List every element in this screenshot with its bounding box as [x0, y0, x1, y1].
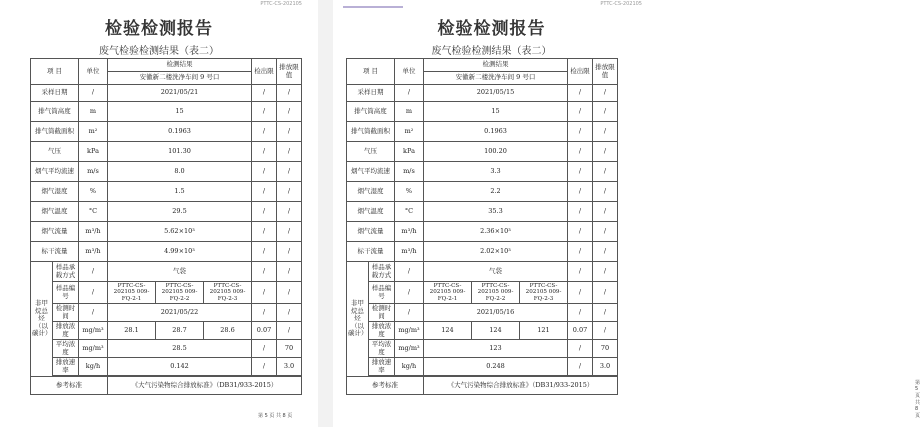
table-row: [347, 262, 618, 282]
row-unit: /: [395, 282, 424, 304]
row-unit: /: [395, 85, 424, 102]
row-standard: /: [593, 202, 618, 222]
row-limit: /: [568, 162, 593, 182]
table-row: [347, 282, 618, 304]
table-row: [347, 242, 618, 262]
sample-no: PTTC-CS-202105 009-FQ-2-2: [156, 282, 204, 304]
row-unit: m/s: [395, 162, 424, 182]
table-row: [347, 162, 618, 182]
row-unit: m/s: [79, 162, 108, 182]
row-unit: kg/h: [395, 358, 424, 376]
table-row: [31, 377, 302, 395]
row-unit: /: [395, 304, 424, 322]
group-label: 非甲烷总烃（以碳计）: [31, 262, 53, 377]
sub-label: 平均浓度: [369, 340, 395, 358]
row-value: 3.3: [424, 162, 568, 182]
table-row: [347, 222, 618, 242]
row-standard: /: [277, 262, 302, 282]
ref-label: 参考标准: [347, 377, 424, 395]
table-row: [31, 262, 302, 282]
sub-label: 样品承载方式: [369, 262, 395, 282]
row-standard: /: [593, 242, 618, 262]
sample-no: PTTC-CS-202105 009-FQ-2-1: [424, 282, 472, 304]
sample-no: PTTC-CS-202105 009-FQ-2-2: [472, 282, 520, 304]
row-standard: /: [277, 222, 302, 242]
table-row: [31, 85, 302, 102]
row-label: 烟气湿度: [347, 182, 395, 202]
group-label: 非甲烷总烃（以碳计）: [347, 262, 369, 377]
row-unit: %: [395, 182, 424, 202]
row-unit: m³/h: [395, 222, 424, 242]
row-standard: /: [277, 122, 302, 142]
table-row: [31, 202, 302, 222]
conc-value: 28.1: [108, 322, 156, 340]
sub-label: 样品编号: [369, 282, 395, 304]
row-limit: /: [568, 304, 593, 322]
row-value: 29.5: [108, 202, 252, 222]
row-limit: /: [252, 102, 277, 122]
test-time: 2021/05/22: [108, 304, 252, 322]
col-limit-header: 检出限: [252, 59, 277, 85]
report-code: PTTC-CS-202105: [260, 1, 302, 7]
results-table: [30, 58, 302, 395]
row-value: 101.30: [108, 142, 252, 162]
row-label: 气压: [347, 142, 395, 162]
row-limit: /: [252, 262, 277, 282]
row-label: 标干流量: [347, 242, 395, 262]
row-value: 2.02×10³: [424, 242, 568, 262]
test-time: 2021/05/16: [424, 304, 568, 322]
col-unit-header: 单位: [395, 59, 424, 85]
row-limit: /: [568, 85, 593, 102]
col-unit-header: 单位: [79, 59, 108, 85]
row-label: 烟气流量: [347, 222, 395, 242]
sub-label: 排放速率: [369, 358, 395, 376]
sub-label: 样品编号: [53, 282, 79, 304]
row-limit: /: [568, 340, 593, 358]
row-standard: /: [593, 85, 618, 102]
col-standard-header: 排放限值: [593, 59, 618, 85]
row-unit: m²: [79, 122, 108, 142]
table-row: [31, 222, 302, 242]
row-standard: 70: [277, 340, 302, 358]
sample-no: PTTC-CS-202105 009-FQ-2-3: [204, 282, 252, 304]
conc-value: 28.6: [204, 322, 252, 340]
row-label: 排气筒截面积: [347, 122, 395, 142]
table-row: [31, 282, 302, 304]
table-row: [31, 102, 302, 122]
row-limit: /: [252, 358, 277, 376]
row-unit: m: [79, 102, 108, 122]
page-footer: 第 5 页 共 8 页: [915, 380, 920, 419]
col-limit-header: 检出限: [568, 59, 593, 85]
row-unit: m³/h: [79, 242, 108, 262]
row-label: 排气筒截面积: [31, 122, 79, 142]
row-standard: /: [277, 304, 302, 322]
report-title: 检验检测报告: [105, 19, 213, 39]
row-value: 0.1963: [424, 122, 568, 142]
row-standard: /: [277, 162, 302, 182]
table-row: [347, 102, 618, 122]
table-row: [31, 358, 302, 376]
table-row: [347, 358, 618, 376]
row-standard: /: [277, 242, 302, 262]
col-results-header: 检测结果: [424, 59, 568, 72]
row-standard: /: [593, 262, 618, 282]
results-table: [346, 58, 618, 395]
sub-label: 排放速率: [53, 358, 79, 376]
row-limit: /: [568, 102, 593, 122]
table-row: [347, 322, 618, 340]
table-row: [347, 377, 618, 395]
sub-label: 检测时间: [53, 304, 79, 322]
row-label: 烟气湿度: [31, 182, 79, 202]
table-row: [347, 122, 618, 142]
row-value: 0.1963: [108, 122, 252, 142]
row-standard: /: [593, 322, 618, 340]
report-title: 检验检测报告: [437, 19, 546, 39]
row-limit: /: [568, 282, 593, 304]
row-value: 2021/05/21: [108, 85, 252, 102]
row-limit: /: [568, 262, 593, 282]
report-code: PTTC-CS-202105: [600, 1, 642, 7]
page-footer: 第 5 页 共 8 页: [258, 413, 293, 419]
row-value: 8.0: [108, 162, 252, 182]
table-row: [31, 162, 302, 182]
table-row: [347, 304, 618, 322]
row-value: 2.2: [424, 182, 568, 202]
row-limit: /: [252, 182, 277, 202]
sample-carrier: 气袋: [108, 262, 252, 282]
row-value: 4.99×10³: [108, 242, 252, 262]
row-limit: /: [252, 202, 277, 222]
col-item-header: 项 目: [347, 59, 395, 85]
row-unit: m²: [395, 122, 424, 142]
row-unit: /: [79, 304, 108, 322]
row-label: 烟气平均流速: [31, 162, 79, 182]
col-results-header: 检测结果: [108, 59, 252, 72]
row-unit: mg/m³: [395, 340, 424, 358]
sub-label: 排放浓度: [369, 322, 395, 340]
table-row: [347, 142, 618, 162]
row-unit: %: [79, 182, 108, 202]
row-limit: /: [568, 222, 593, 242]
conc-value: 121: [520, 322, 568, 340]
report-subtitle: 废气检验检测结果（表二）: [431, 46, 552, 57]
row-standard: /: [593, 304, 618, 322]
row-unit: kPa: [395, 142, 424, 162]
row-standard: /: [593, 182, 618, 202]
row-limit: /: [252, 242, 277, 262]
row-standard: /: [593, 102, 618, 122]
conc-value: 124: [472, 322, 520, 340]
col-item-header: 项 目: [31, 59, 79, 85]
row-unit: mg/m³: [395, 322, 424, 340]
row-standard: /: [277, 202, 302, 222]
row-unit: kPa: [79, 142, 108, 162]
ref-label: 参考标准: [31, 377, 108, 395]
sub-label: 检测时间: [369, 304, 395, 322]
row-limit: /: [252, 122, 277, 142]
table-row: [31, 122, 302, 142]
location-cell: 安徽新二楼洗净车间 9 号口: [424, 72, 568, 85]
row-limit: /: [568, 202, 593, 222]
row-label: 采样日期: [31, 85, 79, 102]
sample-carrier: 气袋: [424, 262, 568, 282]
table-row: [347, 202, 618, 222]
table-row: [31, 322, 302, 340]
row-standard: /: [593, 222, 618, 242]
row-unit: m: [395, 102, 424, 122]
sub-label: 平均浓度: [53, 340, 79, 358]
row-unit: /: [79, 262, 108, 282]
row-unit: mg/m³: [79, 340, 108, 358]
row-standard: /: [593, 282, 618, 304]
row-standard: /: [593, 162, 618, 182]
location-cell: 安徽新二楼洗净车间 9 号口: [108, 72, 252, 85]
row-limit: /: [252, 304, 277, 322]
table-row: [347, 340, 618, 358]
ref-value: 《大气污染物综合排放标准》（DB31/933-2015）: [108, 377, 302, 395]
rate-value: 0.142: [108, 358, 252, 376]
table-row: [347, 85, 618, 102]
row-limit: /: [252, 222, 277, 242]
avg-conc: 123: [424, 340, 568, 358]
row-label: 烟气温度: [347, 202, 395, 222]
row-value: 15: [108, 102, 252, 122]
conc-value: 28.7: [156, 322, 204, 340]
row-standard: /: [277, 282, 302, 304]
row-label: 排气筒高度: [347, 102, 395, 122]
row-standard: /: [277, 182, 302, 202]
row-unit: /: [395, 262, 424, 282]
row-limit: /: [252, 282, 277, 304]
sub-label: 排放浓度: [53, 322, 79, 340]
page-gap: [318, 0, 333, 427]
row-limit: /: [568, 122, 593, 142]
col-standard-header: 排放限值: [277, 59, 302, 85]
row-label: 采样日期: [347, 85, 395, 102]
sample-no: PTTC-CS-202105 009-FQ-2-1: [108, 282, 156, 304]
row-unit: m³/h: [79, 222, 108, 242]
row-standard: /: [277, 85, 302, 102]
row-standard: 70: [593, 340, 618, 358]
ref-value: 《大气污染物综合排放标准》（DB31/933-2015）: [424, 377, 618, 395]
row-limit: /: [568, 242, 593, 262]
row-value: 35.3: [424, 202, 568, 222]
row-limit: 0.07: [568, 322, 593, 340]
sample-no: PTTC-CS-202105 009-FQ-2-3: [520, 282, 568, 304]
row-unit: °C: [395, 202, 424, 222]
table-row: [31, 182, 302, 202]
row-standard: 3.0: [277, 358, 302, 376]
row-unit: m³/h: [395, 242, 424, 262]
row-unit: mg/m³: [79, 322, 108, 340]
highlight-mark: [343, 6, 403, 8]
conc-value: 124: [424, 322, 472, 340]
row-value: 2021/05/15: [424, 85, 568, 102]
report-subtitle: 废气检验检测结果（表二）: [99, 46, 219, 57]
row-limit: /: [252, 162, 277, 182]
row-standard: /: [593, 122, 618, 142]
row-standard: 3.0: [593, 358, 618, 376]
row-standard: /: [277, 322, 302, 340]
row-unit: °C: [79, 202, 108, 222]
row-standard: /: [277, 142, 302, 162]
row-limit: /: [252, 340, 277, 358]
row-label: 气压: [31, 142, 79, 162]
row-value: 5.62×10³: [108, 222, 252, 242]
row-label: 标干流量: [31, 242, 79, 262]
row-unit: /: [79, 85, 108, 102]
row-value: 1.5: [108, 182, 252, 202]
row-standard: /: [593, 142, 618, 162]
row-limit: /: [252, 85, 277, 102]
table-row: [31, 242, 302, 262]
row-unit: /: [79, 282, 108, 304]
row-label: 烟气平均流速: [347, 162, 395, 182]
row-value: 2.36×10³: [424, 222, 568, 242]
row-label: 排气筒高度: [31, 102, 79, 122]
table-row: [31, 304, 302, 322]
row-limit: /: [568, 182, 593, 202]
avg-conc: 28.5: [108, 340, 252, 358]
row-label: 烟气流量: [31, 222, 79, 242]
rate-value: 0.248: [424, 358, 568, 376]
table-row: [31, 340, 302, 358]
row-label: 烟气温度: [31, 202, 79, 222]
table-row: [347, 182, 618, 202]
table-row: [31, 142, 302, 162]
row-limit: 0.07: [252, 322, 277, 340]
row-unit: kg/h: [79, 358, 108, 376]
row-value: 100.20: [424, 142, 568, 162]
row-value: 15: [424, 102, 568, 122]
sub-label: 样品承载方式: [53, 262, 79, 282]
row-limit: /: [568, 358, 593, 376]
row-limit: /: [252, 142, 277, 162]
row-limit: /: [568, 142, 593, 162]
row-standard: /: [277, 102, 302, 122]
